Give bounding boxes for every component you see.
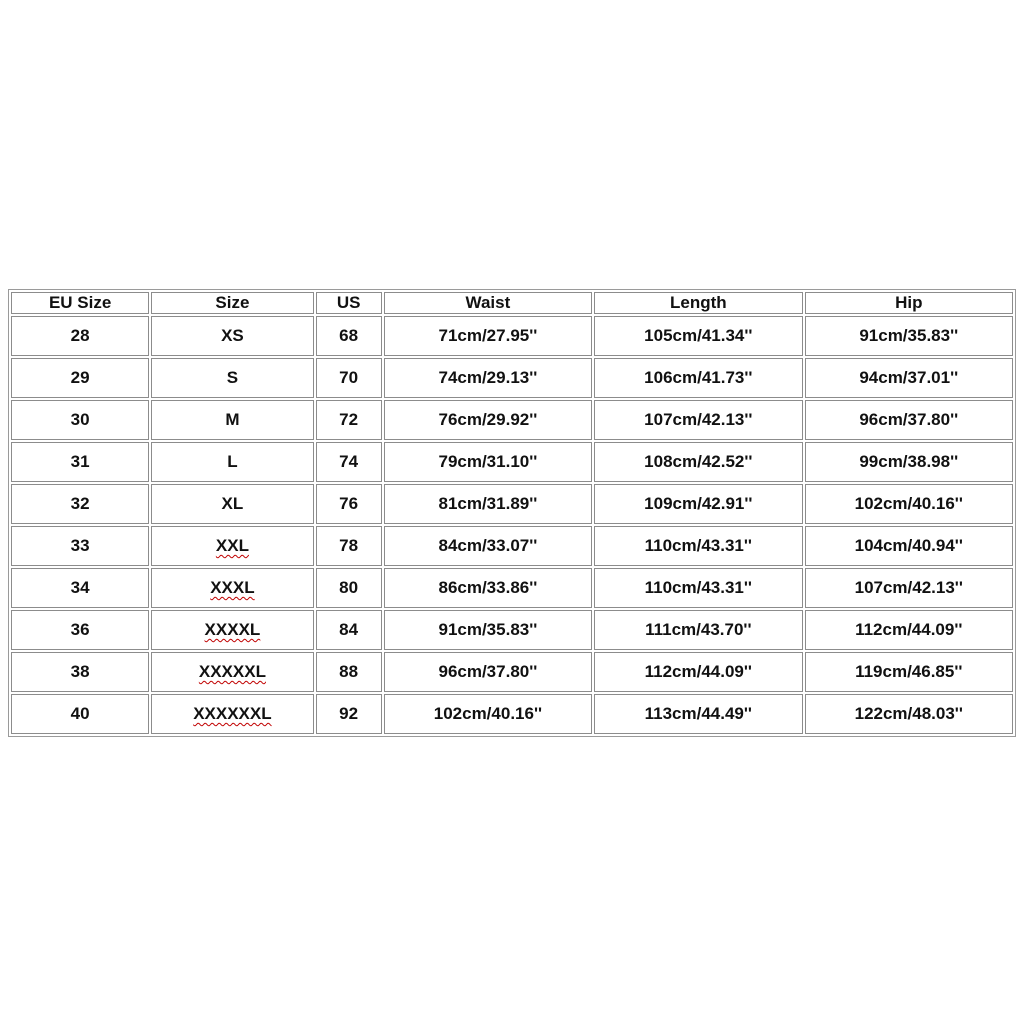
cell-length: 111cm/43.70'' xyxy=(594,610,802,650)
cell-eu-size: 28 xyxy=(11,316,149,356)
cell-hip: 112cm/44.09'' xyxy=(805,610,1013,650)
table-row xyxy=(11,568,1013,608)
cell-size: XS xyxy=(151,316,313,356)
size-table-body xyxy=(11,316,1013,734)
header-size: Size xyxy=(151,292,313,314)
table-row xyxy=(11,400,1013,440)
cell-waist: 76cm/29.92'' xyxy=(384,400,592,440)
cell-hip: 99cm/38.98'' xyxy=(805,442,1013,482)
cell-length: 109cm/42.91'' xyxy=(594,484,802,524)
cell-waist: 102cm/40.16'' xyxy=(384,694,592,734)
cell-eu-size: 29 xyxy=(11,358,149,398)
size-label: XXXXXXL xyxy=(193,704,272,723)
table-row xyxy=(11,316,1013,356)
cell-hip: 102cm/40.16'' xyxy=(805,484,1013,524)
cell-length: 108cm/42.52'' xyxy=(594,442,802,482)
cell-hip: 94cm/37.01'' xyxy=(805,358,1013,398)
cell-us: 92 xyxy=(316,694,382,734)
cell-us: 78 xyxy=(316,526,382,566)
cell-waist: 96cm/37.80'' xyxy=(384,652,592,692)
table-row xyxy=(11,358,1013,398)
cell-us: 68 xyxy=(316,316,382,356)
cell-us: 74 xyxy=(316,442,382,482)
table-row xyxy=(11,694,1013,734)
cell-length: 105cm/41.34'' xyxy=(594,316,802,356)
cell-size: L xyxy=(151,442,313,482)
cell-size xyxy=(151,610,313,650)
size-table-header xyxy=(11,292,1013,314)
cell-length: 107cm/42.13'' xyxy=(594,400,802,440)
cell-size: S xyxy=(151,358,313,398)
size-label: XXXXL xyxy=(204,620,261,639)
size-chart xyxy=(8,289,1016,737)
cell-hip: 122cm/48.03'' xyxy=(805,694,1013,734)
cell-eu-size: 40 xyxy=(11,694,149,734)
cell-size: M xyxy=(151,400,313,440)
cell-eu-size: 31 xyxy=(11,442,149,482)
cell-hip: 91cm/35.83'' xyxy=(805,316,1013,356)
cell-us: 84 xyxy=(316,610,382,650)
size-label: XXXXXL xyxy=(198,662,266,681)
cell-length: 106cm/41.73'' xyxy=(594,358,802,398)
cell-us: 80 xyxy=(316,568,382,608)
cell-size xyxy=(151,568,313,608)
cell-size: XL xyxy=(151,484,313,524)
table-row xyxy=(11,484,1013,524)
header-hip: Hip xyxy=(805,292,1013,314)
cell-size xyxy=(151,694,313,734)
cell-size xyxy=(151,652,313,692)
cell-us: 72 xyxy=(316,400,382,440)
header-row xyxy=(11,292,1013,314)
cell-waist: 81cm/31.89'' xyxy=(384,484,592,524)
cell-eu-size: 34 xyxy=(11,568,149,608)
cell-length: 113cm/44.49'' xyxy=(594,694,802,734)
cell-eu-size: 33 xyxy=(11,526,149,566)
cell-waist: 79cm/31.10'' xyxy=(384,442,592,482)
header-us: US xyxy=(316,292,382,314)
size-label: XXL xyxy=(215,536,249,555)
cell-waist: 86cm/33.86'' xyxy=(384,568,592,608)
cell-us: 88 xyxy=(316,652,382,692)
table-row xyxy=(11,526,1013,566)
cell-hip: 119cm/46.85'' xyxy=(805,652,1013,692)
cell-size xyxy=(151,526,313,566)
cell-us: 70 xyxy=(316,358,382,398)
cell-waist: 71cm/27.95'' xyxy=(384,316,592,356)
cell-hip: 104cm/40.94'' xyxy=(805,526,1013,566)
cell-length: 110cm/43.31'' xyxy=(594,568,802,608)
cell-length: 110cm/43.31'' xyxy=(594,526,802,566)
table-row xyxy=(11,652,1013,692)
header-waist: Waist xyxy=(384,292,592,314)
header-length: Length xyxy=(594,292,802,314)
cell-waist: 74cm/29.13'' xyxy=(384,358,592,398)
cell-us: 76 xyxy=(316,484,382,524)
cell-eu-size: 30 xyxy=(11,400,149,440)
table-row xyxy=(11,442,1013,482)
header-eu-size: EU Size xyxy=(11,292,149,314)
table-row xyxy=(11,610,1013,650)
cell-eu-size: 32 xyxy=(11,484,149,524)
cell-waist: 91cm/35.83'' xyxy=(384,610,592,650)
size-table xyxy=(9,290,1015,736)
cell-hip: 107cm/42.13'' xyxy=(805,568,1013,608)
cell-length: 112cm/44.09'' xyxy=(594,652,802,692)
size-label: XXXL xyxy=(210,578,255,597)
cell-eu-size: 38 xyxy=(11,652,149,692)
cell-hip: 96cm/37.80'' xyxy=(805,400,1013,440)
cell-eu-size: 36 xyxy=(11,610,149,650)
cell-waist: 84cm/33.07'' xyxy=(384,526,592,566)
